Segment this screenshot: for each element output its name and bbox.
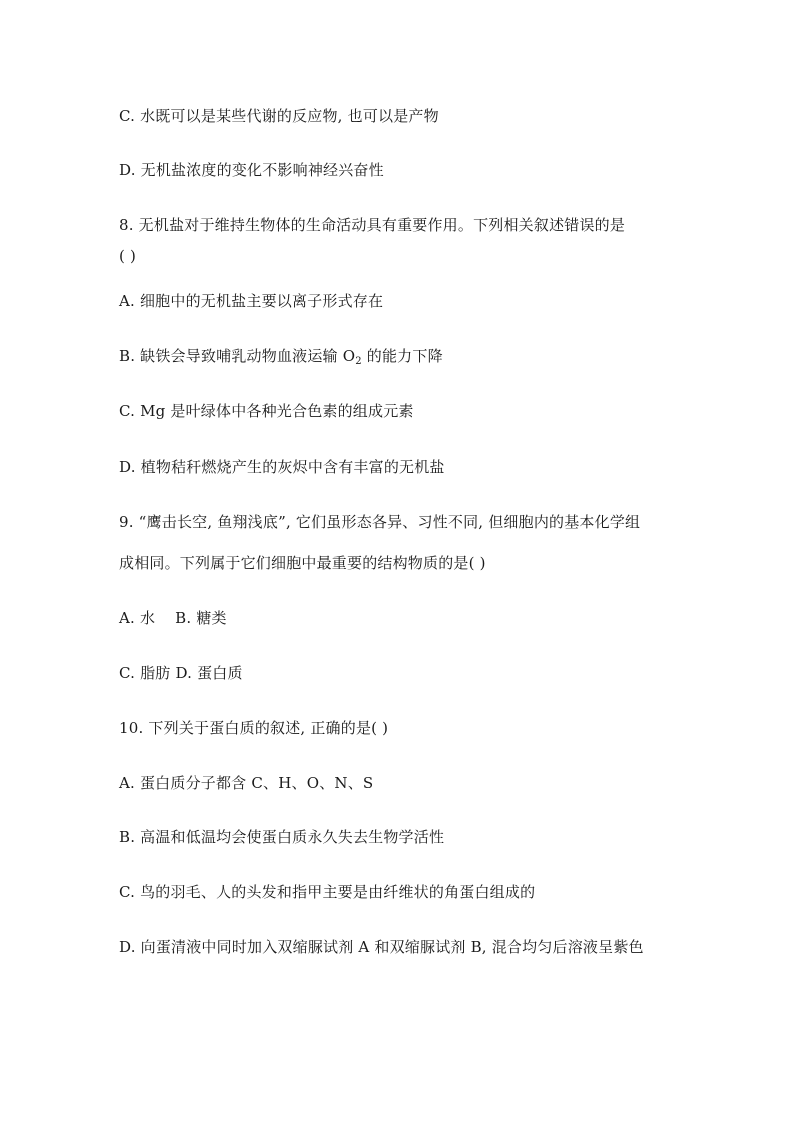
option-8b-subscript: 2	[355, 356, 362, 367]
option-7c: C. 水既可以是某些代谢的反应物, 也可以是产物	[119, 107, 439, 125]
option-8c: C. Mg 是叶绿体中各种光合色素的组成元素	[119, 402, 414, 420]
option-8d: D. 植物秸秆燃烧产生的灰烬中含有丰富的无机盐	[119, 458, 445, 476]
option-9a: A. 水	[119, 609, 156, 627]
question-9-line-2: 成相同。下列属于它们细胞中最重要的结构物质的是( )	[119, 554, 486, 572]
option-9ab	[119, 608, 227, 628]
option-7d: D. 无机盐浓度的变化不影响神经兴奋性	[119, 161, 384, 179]
option-10d: D. 向蛋清液中同时加入双缩脲试剂 A 和双缩脲试剂 B, 混合均匀后溶液呈紫色	[119, 938, 644, 956]
question-8: 8. 无机盐对于维持生物体的生命活动具有重要作用。下列相关叙述错误的是	[119, 216, 626, 234]
option-8b-text: B. 缺铁会导致哺乳动物血液运输 O	[119, 347, 356, 365]
option-10a: A. 蛋白质分子都含 C、H、O、N、S	[119, 774, 374, 792]
question-8-answer-blank: ( )	[119, 247, 137, 265]
question-10: 10. 下列关于蛋白质的叙述, 正确的是( )	[119, 719, 389, 737]
option-10b: B. 高温和低温均会使蛋白质永久失去生物学活性	[119, 828, 445, 846]
option-9b: B. 糖类	[175, 609, 227, 627]
option-8a: A. 细胞中的无机盐主要以离子形式存在	[119, 292, 384, 310]
option-8b-text-end: 的能力下降	[361, 347, 443, 365]
option-8b	[119, 346, 443, 372]
option-10c: C. 鸟的羽毛、人的头发和指甲主要是由纤维状的角蛋白组成的	[119, 883, 536, 901]
option-9cd: C. 脂肪 D. 蛋白质	[119, 664, 243, 682]
question-9-line-1: 9. “鹰击长空, 鱼翔浅底”, 它们虽形态各异、习性不同, 但细胞内的基本化学组	[119, 513, 641, 531]
